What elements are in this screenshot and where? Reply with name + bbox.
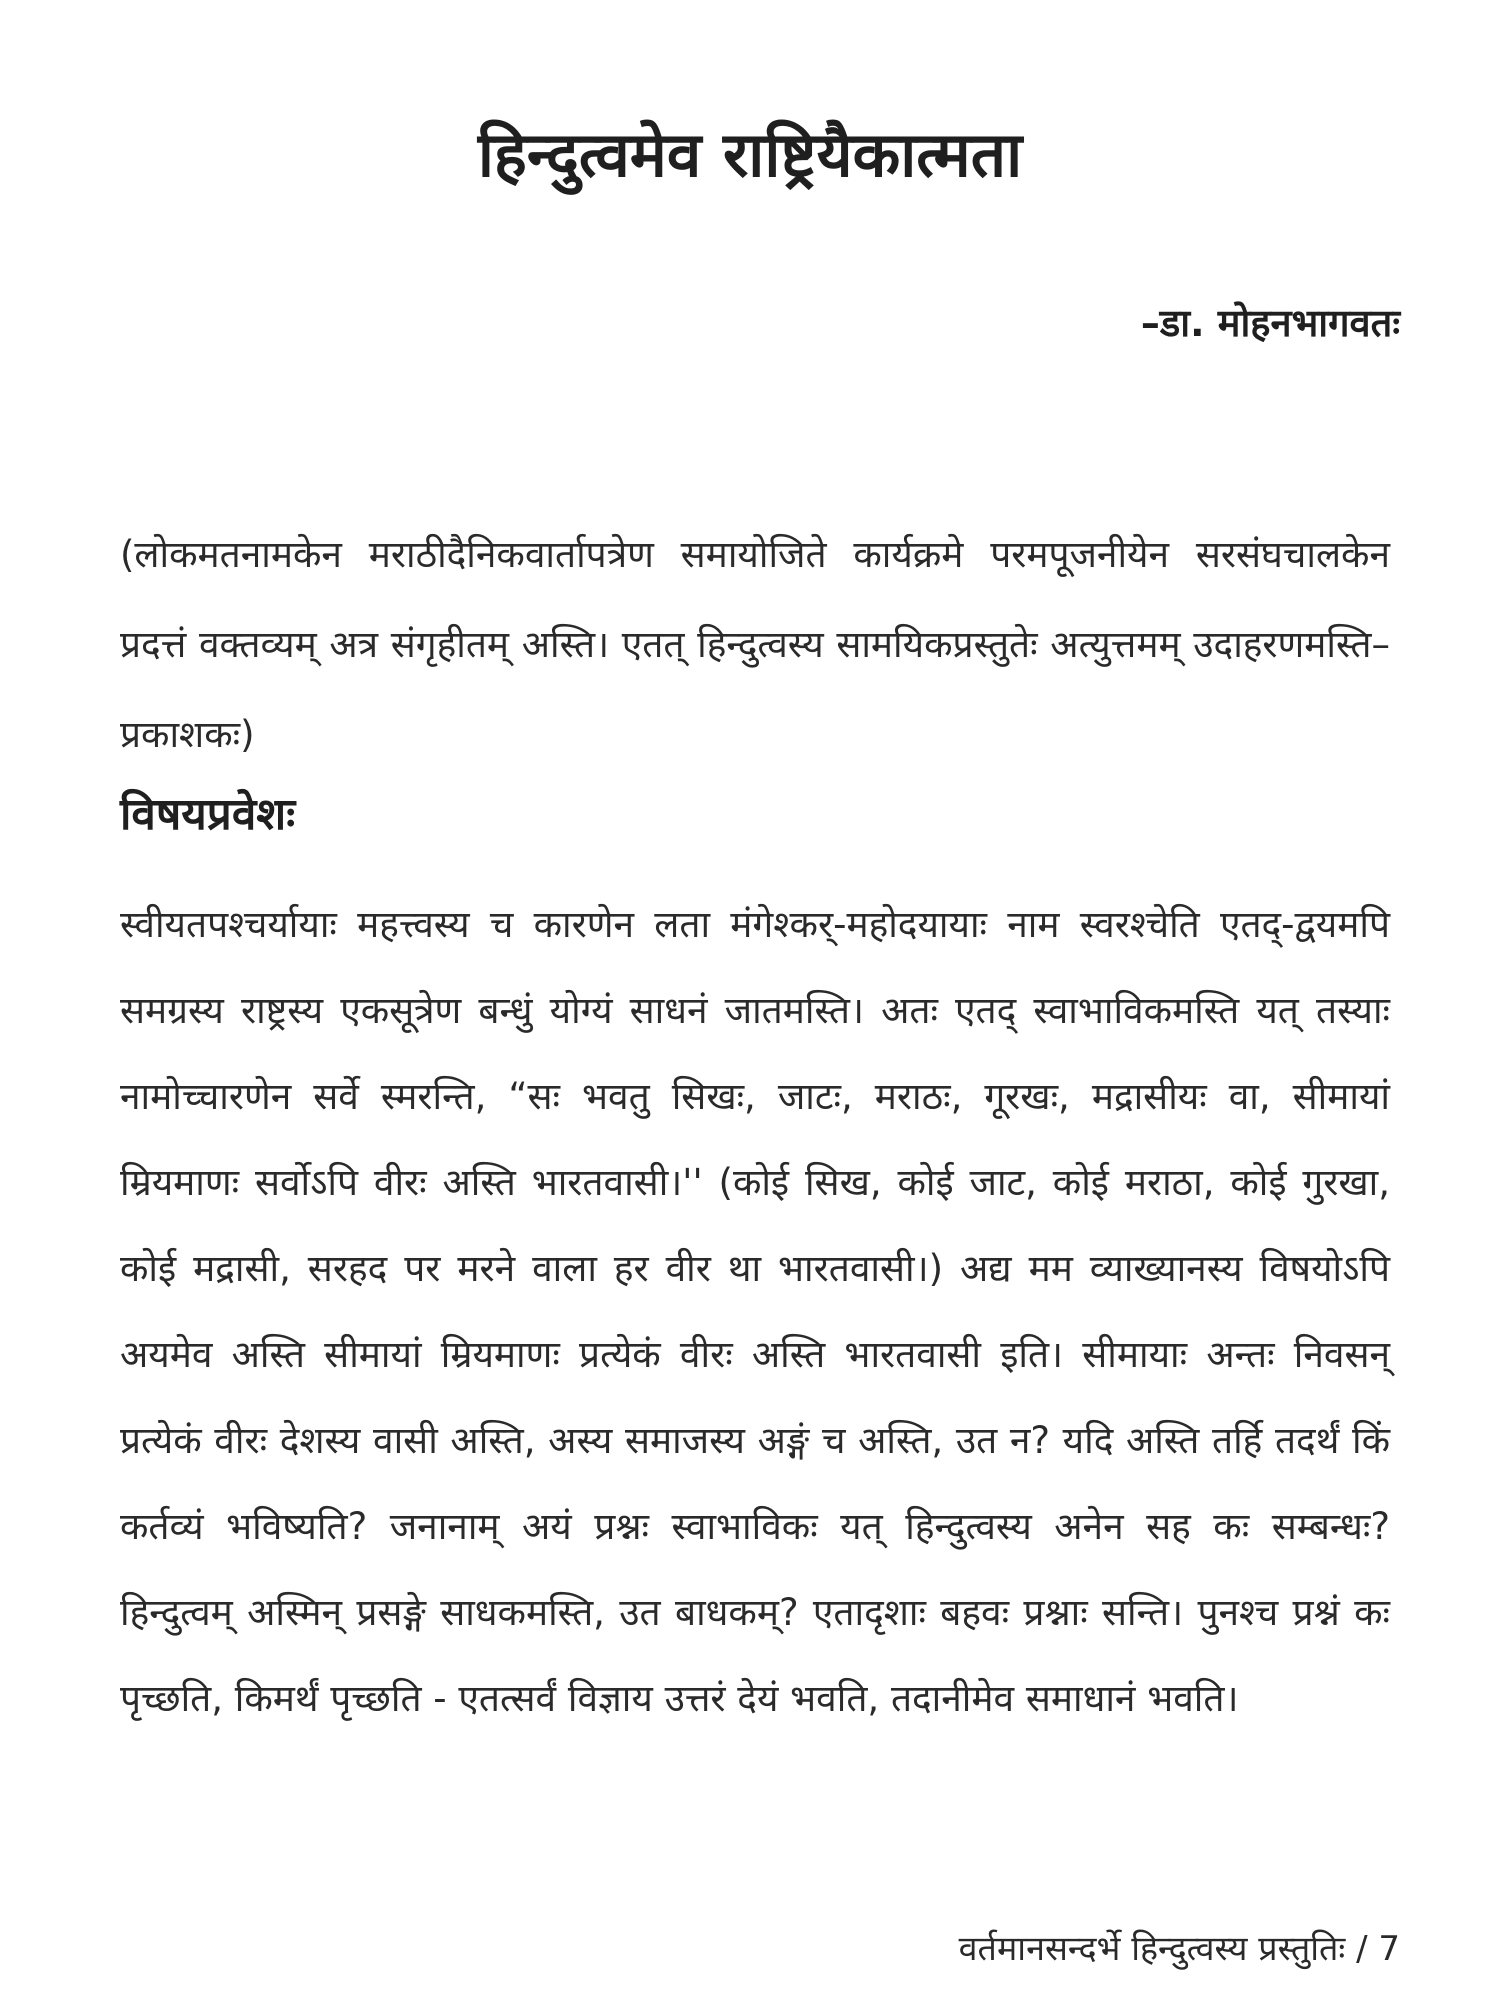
document-title: हिन्दुत्वमेव राष्ट्रियैकात्मता: [477, 118, 1023, 191]
author-name: –डा. मोहनभागवतः: [1140, 301, 1400, 345]
section-heading: विषयप्रवेशः: [120, 789, 296, 840]
body-paragraph: स्वीयतपश्चर्यायाः महत्त्वस्य च कारणेन लता मंगेश्कर्-महोदयायाः नाम स्वरश्चेति एतद्-द्वयमपि समग्रस्य राष्ट्रस्य एकसूत्रेण बन्धुं योग्यं साधनं जातमस्ति। अतः एतद् स्वाभाविकमस्ति यत् तस्याः नामोच्चारणेन सर्वे स्मरन्ति, “सः भवतु सिखः, जाटः, मराठः, गूरखः, मद्रासीयः वा, सीमायां म्रियमाणः सर्वोऽपि वीरः अस्ति भारतवासी।'' (कोई सिख, कोई जाट, कोई मराठा, कोई गुरखा, कोई मद्रासी, सरहद पर मरने वाला हर वीर था भारतवासी।) अद्य मम व्याख्यानस्य विषयोऽपि अयमेव अस्ति सीमायां म्रियमाणः प्रत्येकं वीरः अस्ति भारतवासी इति। सीमायाः अन्तः निवसन् प्रत्येकं वीरः देशस्य वासी अस्ति, अस्य समाजस्य अङ्गं च अस्ति, उत न? यदि अस्ति तर्हि तदर्थं किं कर्तव्यं भविष्यति? जनानाम् अयं प्रश्नः स्वाभाविकः यत् हिन्दुत्वस्य अनेन सह कः सम्बन्धः? हिन्दुत्वम् अस्मिन् प्रसङ्गे साधकमस्ति, उत बाधकम्? एतादृशाः बहवः प्रश्नाः सन्ति। पुनश्च प्रश्नं कः पृच्छति, किमर्थं पृच्छति - एतत्सर्वं विज्ञाय उत्तरं देयं भवति, तदानीमेव समाधानं भवति।: [120, 903, 1390, 1720]
intro-paragraph: (लोकमतनामकेन मराठीदैनिकवार्तापत्रेण समायोजिते कार्यक्रमे परमपूजनीयेन सरसंघचालकेन प्रदत्तं वक्तव्यम् अत्र संगृहीतम् अस्ति। एतत् हिन्दुत्वस्य सामयिकप्रस्तुतेः अत्युत्तमम् उदाहरणमस्ति–प्रकाशकः): [120, 533, 1390, 756]
page-footer: वर्तमानसन्दर्भे हिन्दुत्वस्य प्रस्तुतिः / 7: [958, 1929, 1400, 1969]
